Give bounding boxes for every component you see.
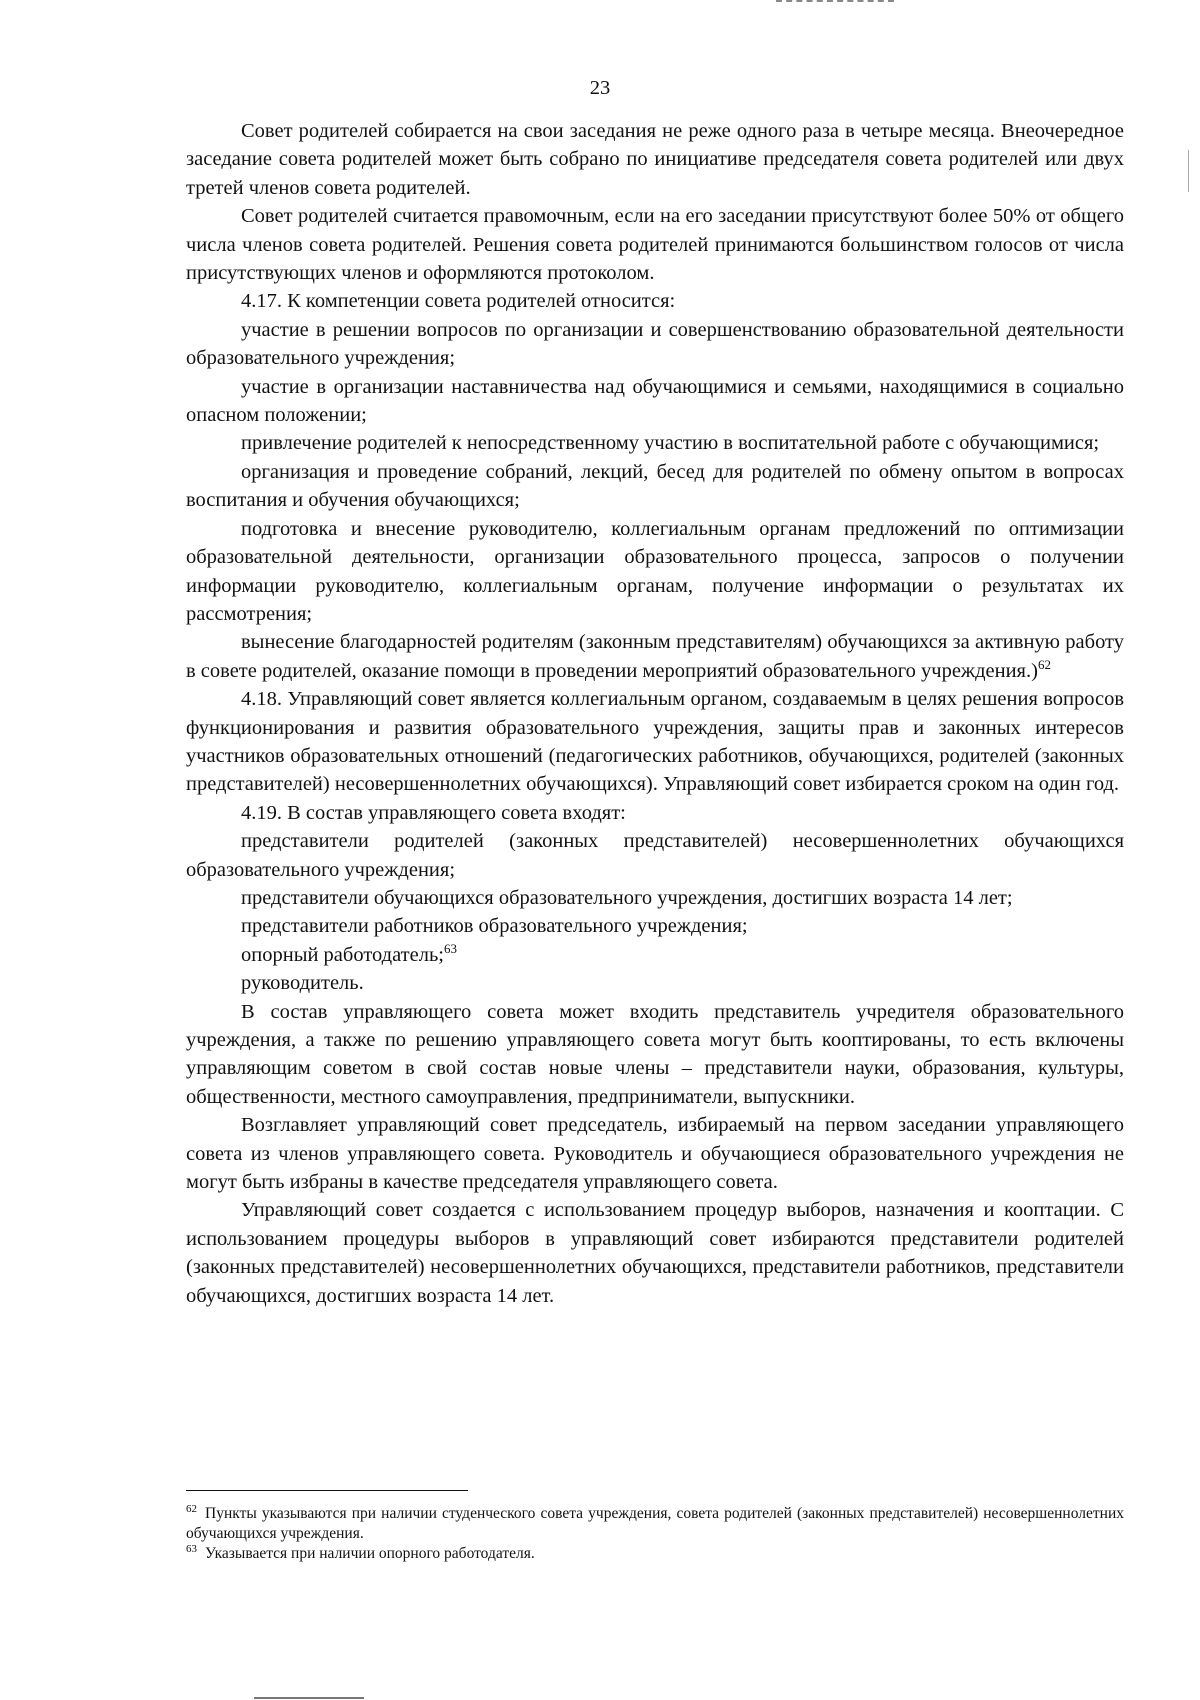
paragraph: Совет родителей считается правомочным, если на его заседании присутствуют более 50% от общего числа членов совета родителей. Решения совета родителей принимаются большинством голосов от числа присутствующих членов и оформляются протоколом. <box>186 205 1124 285</box>
list-item: организация и проведение собраний, лекций, бесед для родителей по обмену опытом в вопросах воспитания и обучения обучающихся; <box>186 460 1124 512</box>
list-item: участие в организации наставничества над обучающимися и семьями, находящимися в социально опасном положении; <box>186 375 1124 427</box>
footnote-63 <box>186 1544 1124 1564</box>
paragraph: В состав управляющего совета может входить представитель учредителя образовательного учреждения, а также по решению управляющего совета могут быть кооптированы, то есть включены управляющим советом в свой состав новые члены – представители науки, образования, культуры, общественности, местного самоуправления, предприниматели, выпускники. <box>186 1000 1124 1108</box>
list-item-text: вынесение благодарностей родителям (законным представителям) обучающихся за активную работу в совете родителей, оказание помощи в проведении мероприятий образовательного учреждения.) <box>186 631 1124 682</box>
list-item: представители работников образовательного учреждения; <box>241 915 748 938</box>
document-body <box>186 117 1124 1310</box>
page-number: 23 <box>589 77 611 99</box>
footnote-number: 63 <box>186 1542 197 1555</box>
section-heading-4-17: 4.17. К компетенции совета родителей относится: <box>241 290 676 313</box>
list-item <box>186 941 1124 969</box>
paragraph: Возглавляет управляющий совет председатель, избираемый на первом заседании управляющего совета из членов управляющего совета. Руководитель и обучающиеся образовательного учреждения не могут быть избраны в качестве председателя управляющего совета. <box>186 1114 1124 1194</box>
list-item: участие в решении вопросов по организации и совершенствованию образовательной деятельности образовательного учреждения; <box>186 318 1124 370</box>
footnote-divider <box>186 1490 468 1491</box>
footnote-number: 62 <box>186 1502 197 1515</box>
footnote-ref-62[interactable]: 62 <box>1037 656 1051 672</box>
footnote-text: Пункты указываются при наличии студенческого совета учреждения, совета родителей (законных представителей) несовершеннолетних обучающихся учреждения. <box>186 1505 1124 1542</box>
footnote-text: Указывается при наличии опорного работодателя. <box>205 1545 535 1562</box>
scan-artifact-edge <box>1188 150 1189 192</box>
list-item: подготовка и внесение руководителю, коллегиальным органам предложений по оптимизации образовательной деятельности, организации образовательного процесса, запросов о получении информации руководителю, коллегиальным органам, получение информации о результатах их рассмотрения; <box>186 517 1124 625</box>
section-heading-4-19: 4.19. В состав управляющего совета входят: <box>241 801 626 824</box>
paragraph: Управляющий совет создается с использованием процедур выборов, назначения и кооптации. С использованием процедуры выборов в управляющий совет избираются представители родителей (законных представителей) несовершеннолетних обучающихся, представители работников, представители обучающихся, достигших возраста 14 лет. <box>186 1199 1124 1307</box>
section-paragraph-4-18: 4.18. Управляющий совет является коллегиальным органом, создаваемым в целях решения вопросов функционирования и развития образовательного учреждения, защиты прав и законных интересов участников образовательных отношений (педагогических работников, обучающихся, родителей (законных представителей) несовершеннолетних обучающихся). Управляющий совет избирается сроком на один год. <box>186 688 1124 796</box>
footnotes <box>186 1504 1124 1564</box>
footnote-ref-63[interactable]: 63 <box>444 940 457 956</box>
list-item <box>186 628 1124 685</box>
list-item: привлечение родителей к непосредственному участию в воспитательной работе с обучающимися; <box>241 432 1100 455</box>
list-item: представители обучающихся образовательного учреждения, достигших возраста 14 лет; <box>241 886 1013 909</box>
footnote-62 <box>186 1504 1124 1544</box>
list-item: руководитель. <box>241 972 364 995</box>
list-item: представители родителей (законных представителей) несовершеннолетних обучающихся образовательного учреждения; <box>186 830 1124 881</box>
scan-artifact-top <box>776 0 894 5</box>
scan-artifact-bottom <box>254 1697 364 1699</box>
list-item-text: опорный работодатель; <box>241 943 444 966</box>
paragraph: Совет родителей собирается на свои заседания не реже одного раза в четыре месяца. Внеочередное заседание совета родителей может быть собрано по инициативе председателя совета родителей или двух третей членов совета родителей. <box>186 120 1124 199</box>
